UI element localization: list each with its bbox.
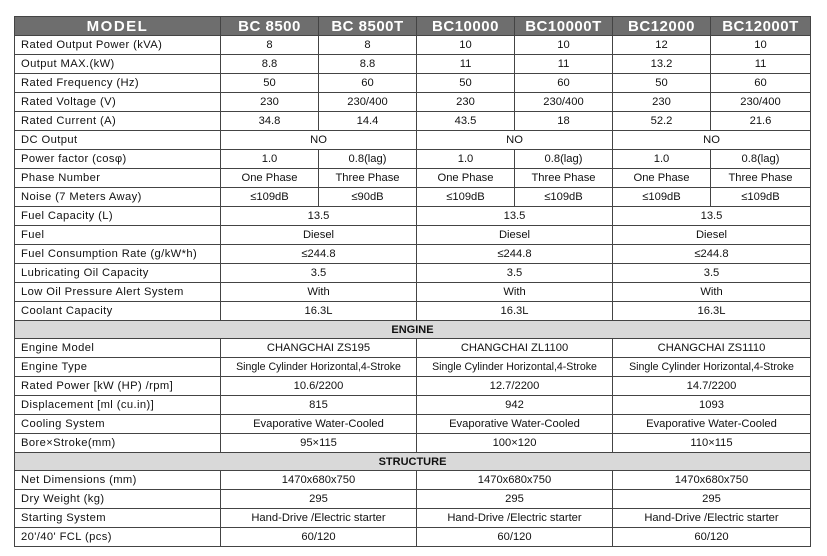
row-label: Fuel [15,226,221,245]
table-cell: Evaporative Water-Cooled [221,415,417,434]
row-label: Starting System [15,509,221,528]
row-label: Lubricating Oil Capacity [15,264,221,283]
table-cell: ≤244.8 [221,245,417,264]
row-label: Rated Power [kW (HP) /rpm] [15,377,221,396]
table-cell: Three Phase [711,169,811,188]
section-header-engine: ENGINE [15,321,811,339]
table-cell: 8 [319,36,417,55]
table-cell: 60/120 [221,528,417,547]
model-bc8500: BC 8500 [221,17,319,36]
table-cell: 1470x680x750 [613,471,811,490]
row-label: Noise (7 Meters Away) [15,188,221,207]
table-cell: CHANGCHAI ZL1100 [417,339,613,358]
table-cell: With [221,283,417,302]
table-row [15,131,811,150]
table-cell: 16.3L [613,302,811,321]
table-cell: 1.0 [613,150,711,169]
table-cell: 21.6 [711,112,811,131]
table-cell: Three Phase [319,169,417,188]
table-cell: Hand-Drive /Electric starter [417,509,613,528]
table-cell: Single Cylinder Horizontal,4-Stroke [221,358,417,377]
table-cell: 13.5 [613,207,811,226]
table-cell: 50 [221,74,319,93]
table-cell: NO [417,131,613,150]
row-label: Bore×Stroke(mm) [15,434,221,453]
table-cell: 3.5 [613,264,811,283]
table-row [15,150,811,169]
table-cell: 230/400 [515,93,613,112]
table-cell: 60 [319,74,417,93]
table-cell: 295 [613,490,811,509]
table-cell: 43.5 [417,112,515,131]
section-header-structure: STRUCTURE [15,453,811,471]
table-cell: ≤109dB [221,188,319,207]
table-cell: 34.8 [221,112,319,131]
table-row [15,93,811,112]
table-row [15,377,811,396]
table-cell: 14.4 [319,112,417,131]
row-label: Dry Weight (kg) [15,490,221,509]
table-cell: 11 [417,55,515,74]
table-cell: 16.3L [221,302,417,321]
table-row [15,112,811,131]
table-cell: 1470x680x750 [417,471,613,490]
table-cell: 1.0 [221,150,319,169]
table-row [15,396,811,415]
model-bc12000t: BC12000T [711,17,811,36]
table-cell: Evaporative Water-Cooled [417,415,613,434]
row-label: Phase Number [15,169,221,188]
table-cell: 10 [417,36,515,55]
table-cell: 60/120 [613,528,811,547]
table-cell: 815 [221,396,417,415]
table-cell: CHANGCHAI ZS195 [221,339,417,358]
table-cell: 13.2 [613,55,711,74]
table-cell: 14.7/2200 [613,377,811,396]
table-cell: 0.8(lag) [711,150,811,169]
section-row-structure [15,453,811,471]
table-cell: 295 [417,490,613,509]
table-cell: 52.2 [613,112,711,131]
table-row [15,36,811,55]
table-cell: Evaporative Water-Cooled [613,415,811,434]
table-cell: 0.8(lag) [515,150,613,169]
model-bc12000: BC12000 [613,17,711,36]
table-row [15,339,811,358]
table-cell: 3.5 [221,264,417,283]
table-cell: 16.3L [417,302,613,321]
table-cell: 110×115 [613,434,811,453]
table-cell: Diesel [221,226,417,245]
table-cell: 10 [515,36,613,55]
row-label: Fuel Consumption Rate (g/kW*h) [15,245,221,264]
table-row [15,434,811,453]
model-bc8500t: BC 8500T [319,17,417,36]
table-cell: 50 [417,74,515,93]
table-cell: 1470x680x750 [221,471,417,490]
table-cell: 8.8 [319,55,417,74]
model-header: MODEL [15,17,221,36]
row-label: Output MAX.(kW) [15,55,221,74]
table-row [15,264,811,283]
table-cell: Hand-Drive /Electric starter [613,509,811,528]
table-cell: 230/400 [319,93,417,112]
table-cell: 295 [221,490,417,509]
table-cell: 230 [613,93,711,112]
table-cell: 12 [613,36,711,55]
table-row [15,358,811,377]
model-bc10000t: BC10000T [515,17,613,36]
table-cell: With [613,283,811,302]
table-cell: 3.5 [417,264,613,283]
table-cell: 60 [515,74,613,93]
row-label: Engine Type [15,358,221,377]
row-label: 20'/40' FCL (pcs) [15,528,221,547]
table-cell: 95×115 [221,434,417,453]
table-cell: Single Cylinder Horizontal,4-Stroke [417,358,613,377]
table-row [15,528,811,547]
table-cell: ≤244.8 [613,245,811,264]
table-cell: Diesel [613,226,811,245]
table-cell: One Phase [417,169,515,188]
row-label: Rated Output Power (kVA) [15,36,221,55]
table-row [15,188,811,207]
table-cell: Single Cylinder Horizontal,4-Stroke [613,358,811,377]
header-row [15,17,811,36]
table-row [15,509,811,528]
table-row [15,302,811,321]
table-cell: 13.5 [417,207,613,226]
spec-table [14,16,811,547]
table-row [15,490,811,509]
row-label: Net Dimensions (mm) [15,471,221,490]
table-cell: With [417,283,613,302]
table-cell: 230 [221,93,319,112]
table-cell: Hand-Drive /Electric starter [221,509,417,528]
table-cell: Diesel [417,226,613,245]
row-label: Fuel Capacity (L) [15,207,221,226]
row-label: Coolant Capacity [15,302,221,321]
table-cell: One Phase [613,169,711,188]
table-cell: 10 [711,36,811,55]
table-cell: ≤109dB [613,188,711,207]
table-cell: 100×120 [417,434,613,453]
model-bc10000: BC10000 [417,17,515,36]
table-cell: 0.8(lag) [319,150,417,169]
row-label: Low Oil Pressure Alert System [15,283,221,302]
table-row [15,245,811,264]
table-cell: 230 [417,93,515,112]
table-cell: ≤109dB [711,188,811,207]
table-row [15,55,811,74]
table-row [15,283,811,302]
table-cell: 18 [515,112,613,131]
table-cell: 1093 [613,396,811,415]
table-row [15,207,811,226]
table-row [15,74,811,93]
row-label: Engine Model [15,339,221,358]
table-cell: ≤109dB [515,188,613,207]
table-cell: 942 [417,396,613,415]
table-cell: NO [613,131,811,150]
row-label: Rated Current (A) [15,112,221,131]
row-label: DC Output [15,131,221,150]
table-cell: 12.7/2200 [417,377,613,396]
table-cell: 50 [613,74,711,93]
table-cell: Three Phase [515,169,613,188]
table-cell: 13.5 [221,207,417,226]
row-label: Rated Frequency (Hz) [15,74,221,93]
table-cell: 1.0 [417,150,515,169]
table-row [15,169,811,188]
table-row [15,471,811,490]
row-label: Rated Voltage (V) [15,93,221,112]
table-cell: 11 [515,55,613,74]
table-cell: 230/400 [711,93,811,112]
table-cell: ≤90dB [319,188,417,207]
table-cell: 11 [711,55,811,74]
table-cell: One Phase [221,169,319,188]
table-cell: ≤109dB [417,188,515,207]
section-row-engine [15,321,811,339]
table-cell: 60/120 [417,528,613,547]
row-label: Cooling System [15,415,221,434]
table-cell: 8 [221,36,319,55]
row-label: Power factor (cosφ) [15,150,221,169]
table-cell: ≤244.8 [417,245,613,264]
table-row [15,415,811,434]
row-label: Displacement [ml (cu.in)] [15,396,221,415]
table-cell: 10.6/2200 [221,377,417,396]
table-row [15,226,811,245]
table-cell: CHANGCHAI ZS1110 [613,339,811,358]
table-cell: 60 [711,74,811,93]
table-cell: NO [221,131,417,150]
table-cell: 8.8 [221,55,319,74]
